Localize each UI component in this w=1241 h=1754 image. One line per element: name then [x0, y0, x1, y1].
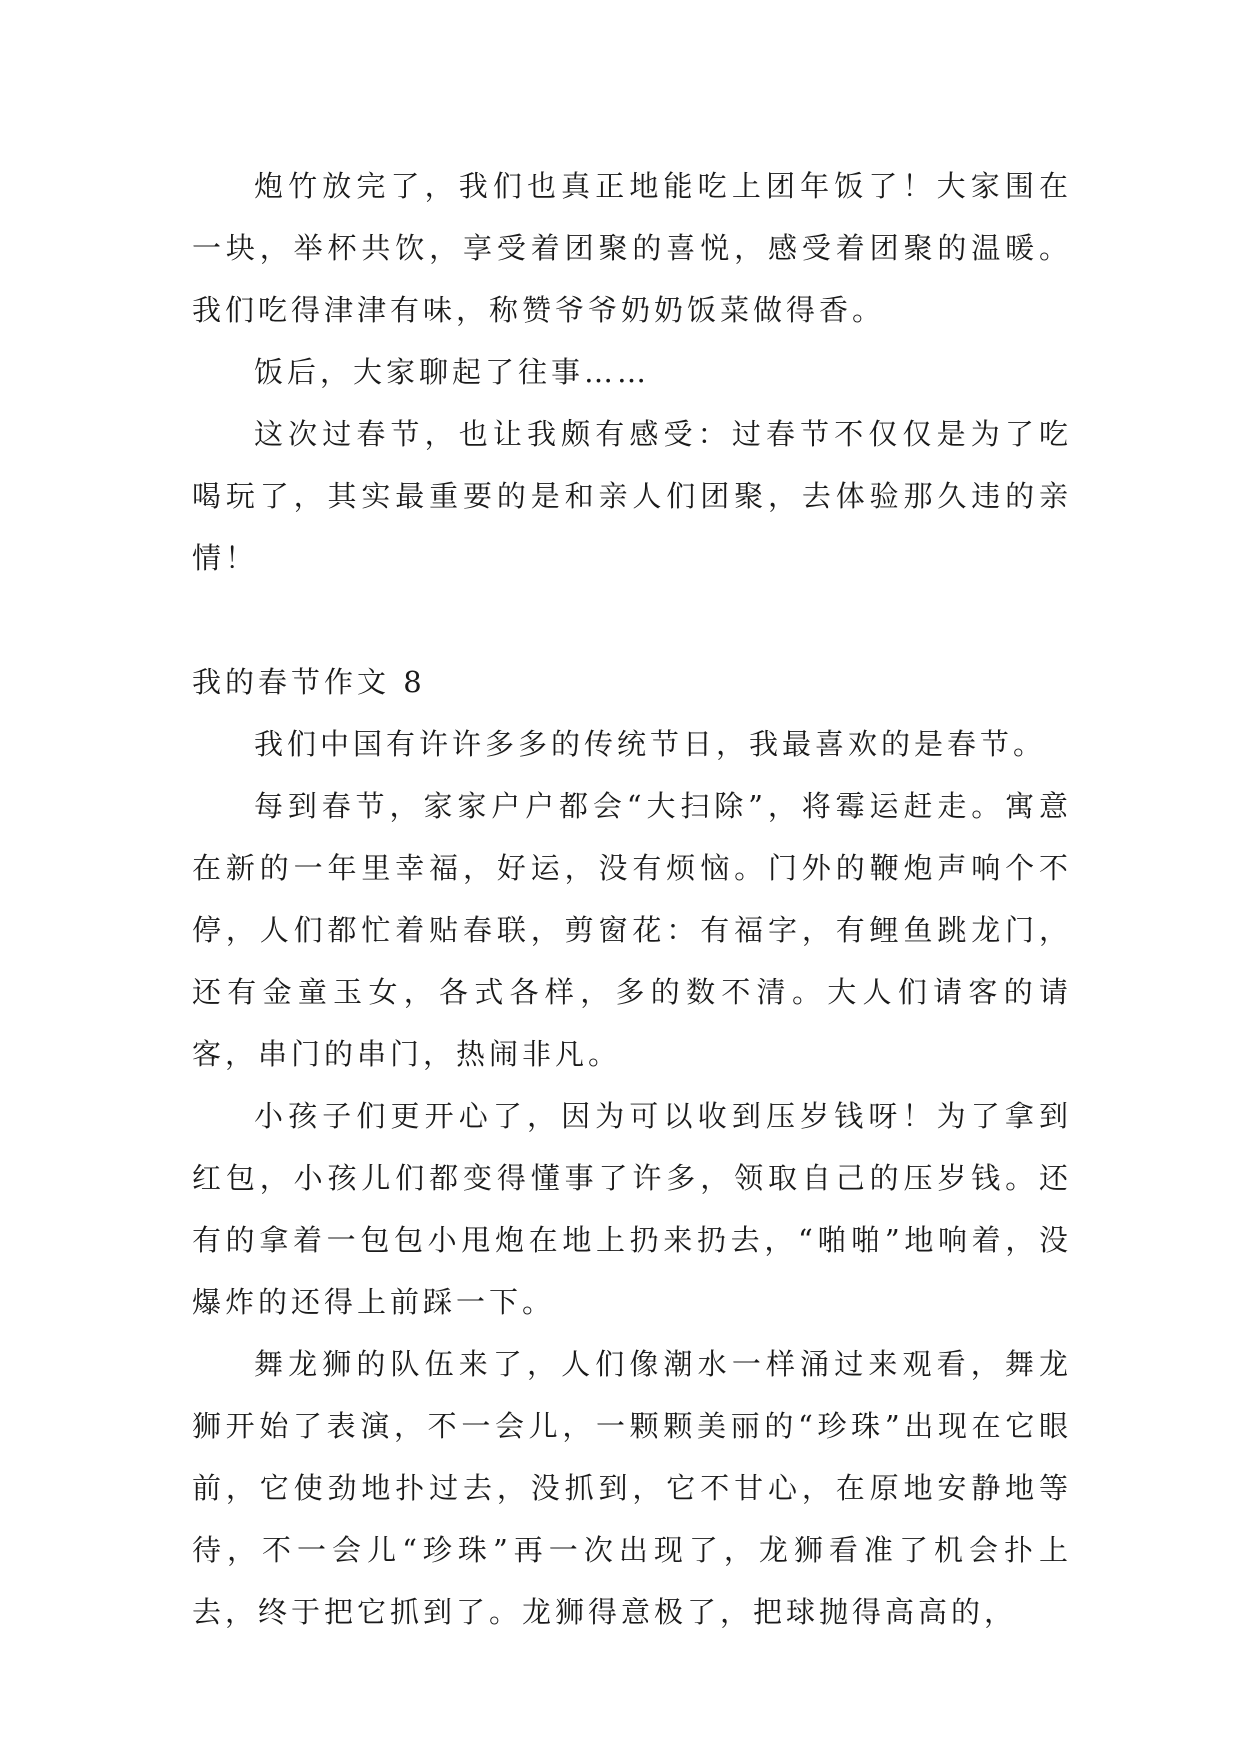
- paragraph: 炮竹放完了，我们也真正地能吃上团年饭了！大家围在一块，举杯共饮，享受着团聚的喜悦，感受着团聚的温暖。我们吃得津津有味，称赞爷爷奶奶饭菜做得香。: [192, 169, 1072, 327]
- paragraph: 小孩子们更开心了，因为可以收到压岁钱呀！为了拿到红包，小孩儿们都变得懂事了许多，领取自己的压岁钱。还有的拿着一包包小甩炮在地上扔来扔去，“啪啪”地响着，没爆炸的还得上前踩一下。: [192, 1099, 1072, 1319]
- paragraph: 每到春节，家家户户都会“大扫除”，将霉运赶走。寓意在新的一年里幸福，好运，没有烦恼。门外的鞭炮声响个不停，人们都忙着贴春联，剪窗花：有福字，有鲤鱼跳龙门，还有金童玉女，各式各样，多的数不清。大人们请客的请客，串门的串门，热闹非凡。: [192, 789, 1072, 1071]
- paragraph: 我们中国有许许多多的传统节日，我最喜欢的是春节。: [254, 727, 1047, 761]
- document-body: [192, 155, 1072, 1643]
- section-heading: 我的春节作文 8: [192, 665, 426, 699]
- paragraph: 饭后，大家聊起了往事……: [254, 355, 651, 389]
- paragraph: 这次过春节，也让我颇有感受：过春节不仅仅是为了吃喝玩了，其实最重要的是和亲人们团聚，去体验那久违的亲情！: [192, 417, 1072, 575]
- paragraph: 舞龙狮的队伍来了，人们像潮水一样涌过来观看，舞龙狮开始了表演，不一会儿，一颗颗美丽的“珍珠”出现在它眼前，它使劲地扑过去，没抓到，它不甘心，在原地安静地等待，不一会儿“珍珠”再一次出现了，龙狮看准了机会扑上去，终于把它抓到了。龙狮得意极了，把球抛得高高的，: [192, 1347, 1072, 1629]
